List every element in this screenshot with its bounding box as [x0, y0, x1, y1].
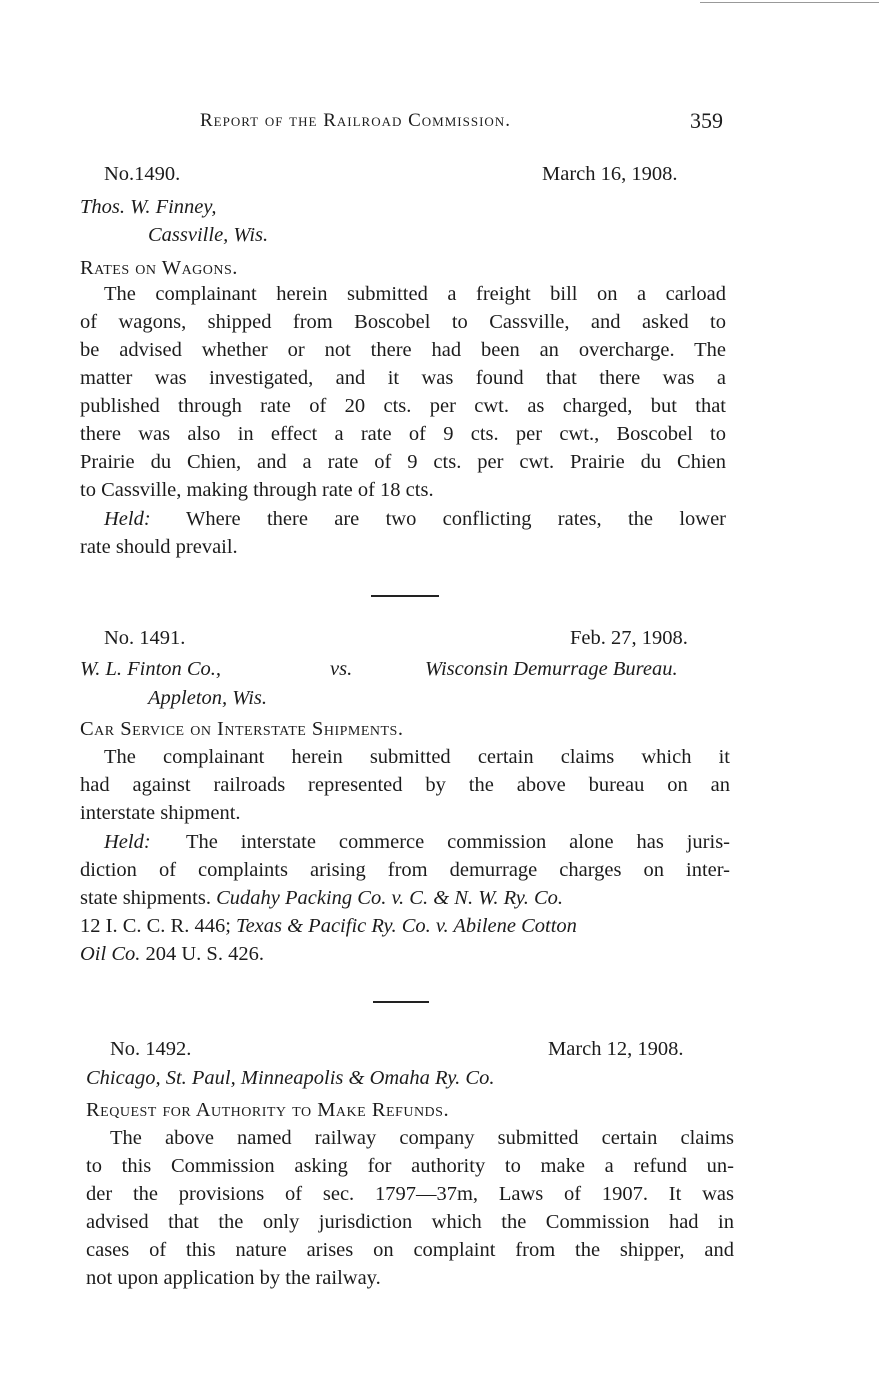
- case-1490-body-line: The complainant herein submitted a freight bill on a carload: [104, 283, 726, 305]
- case-1492-number: No. 1492.: [110, 1038, 192, 1060]
- case-1490-subject: Rates on Wagons.: [80, 257, 238, 279]
- held-text-segment: state shipments.: [80, 887, 217, 909]
- case-1492-body-line: to this Commission asking for authority to make a refund un-: [86, 1155, 734, 1177]
- case-1492-party: Chicago, St. Paul, Minneapolis & Omaha Ry. Co.: [86, 1067, 495, 1089]
- case-1490-body-line: there was also in effect a rate of 9 cts. per cwt., Boscobel to: [80, 423, 726, 445]
- case-1491-held-label: Held:: [104, 831, 151, 853]
- case-1491-body-line: The complainant herein submitted certain claims which it: [104, 746, 730, 768]
- case-1491-held-citation-line: [80, 887, 730, 910]
- case-1492-subject: Request for Authority to Make Refunds.: [86, 1099, 450, 1121]
- case-1491-subject: Car Service on Interstate Shipments.: [80, 718, 404, 740]
- case-1491-held-citation-line: [80, 943, 264, 966]
- case-1490-body-line: published through rate of 20 cts. per cwt. as charged, but that: [80, 395, 726, 417]
- case-1492-date: March 12, 1908.: [548, 1038, 684, 1060]
- case-1492-body-line: cases of this nature arises on complaint from the shipper, and: [86, 1239, 734, 1261]
- case-1491-body-line: had against railroads represented by the above bureau on an: [80, 774, 730, 796]
- case-1491-date: Feb. 27, 1908.: [570, 627, 688, 649]
- section-divider: [373, 1001, 429, 1003]
- section-divider: [371, 595, 439, 597]
- case-1492-body-line: The above named railway company submitted certain claims: [110, 1127, 734, 1149]
- case-citation-texas-pacific: Texas & Pacific Ry. Co. v. Abilene Cotton: [236, 915, 577, 937]
- case-1490-held-text: rate should prevail.: [80, 536, 238, 558]
- case-1490-body-line: of wagons, shipped from Boscobel to Cassville, and asked to: [80, 311, 726, 333]
- case-1490-held-text: Where there are two conflicting rates, the lower: [186, 508, 726, 530]
- case-1491-respondent: Wisconsin Demurrage Bureau.: [425, 658, 678, 680]
- case-1491-held-citation-line: [80, 915, 730, 938]
- case-1492-body-line: der the provisions of sec. 1797—37m, Laws of 1907. It was: [86, 1183, 734, 1205]
- case-1492-body-line: not upon application by the railway.: [86, 1267, 381, 1289]
- case-citation-cudahy: Cudahy Packing Co. v. C. & N. W. Ry. Co.: [216, 887, 564, 909]
- case-1490-date: March 16, 1908.: [542, 163, 678, 185]
- case-1490-number: No.1490.: [104, 163, 181, 185]
- case-1491-held-text: The interstate commerce commission alone has juris-: [186, 831, 730, 853]
- case-1491-versus: vs.: [330, 658, 353, 680]
- case-1490-party-location: Cassville, Wis.: [148, 224, 269, 246]
- case-citation-oil-co: Oil Co.: [80, 943, 141, 965]
- page-number: 359: [690, 108, 723, 133]
- case-1491-party-location: Appleton, Wis.: [148, 687, 268, 709]
- case-1490-body-line: be advised whether or not there had been an overcharge. The: [80, 339, 726, 361]
- case-1491-party: W. L. Finton Co.,: [80, 658, 222, 680]
- held-text-segment: 12 I. C. C. R. 446;: [80, 915, 237, 937]
- case-1490-party: Thos. W. Finney,: [80, 196, 217, 218]
- case-1490-body-line: matter was investigated, and it was found that there was a: [80, 367, 726, 389]
- case-1491-body-line: interstate shipment.: [80, 802, 241, 824]
- held-text-segment: 204 U. S. 426.: [140, 943, 264, 965]
- case-1490-body-line: to Cassville, making through rate of 18 cts.: [80, 479, 434, 501]
- case-1491-number: No. 1491.: [104, 627, 186, 649]
- case-1490-body-line: Prairie du Chien, and a rate of 9 cts. per cwt. Prairie du Chien: [80, 451, 726, 473]
- top-edge-rule: [700, 2, 879, 3]
- case-1491-held-text: diction of complaints arising from demurrage charges on inter-: [80, 859, 730, 881]
- case-1492-body-line: advised that the only jurisdiction which the Commission had in: [86, 1211, 734, 1233]
- case-1490-held-label: Held:: [104, 508, 151, 530]
- running-title: Report of the Railroad Commission.: [200, 110, 511, 131]
